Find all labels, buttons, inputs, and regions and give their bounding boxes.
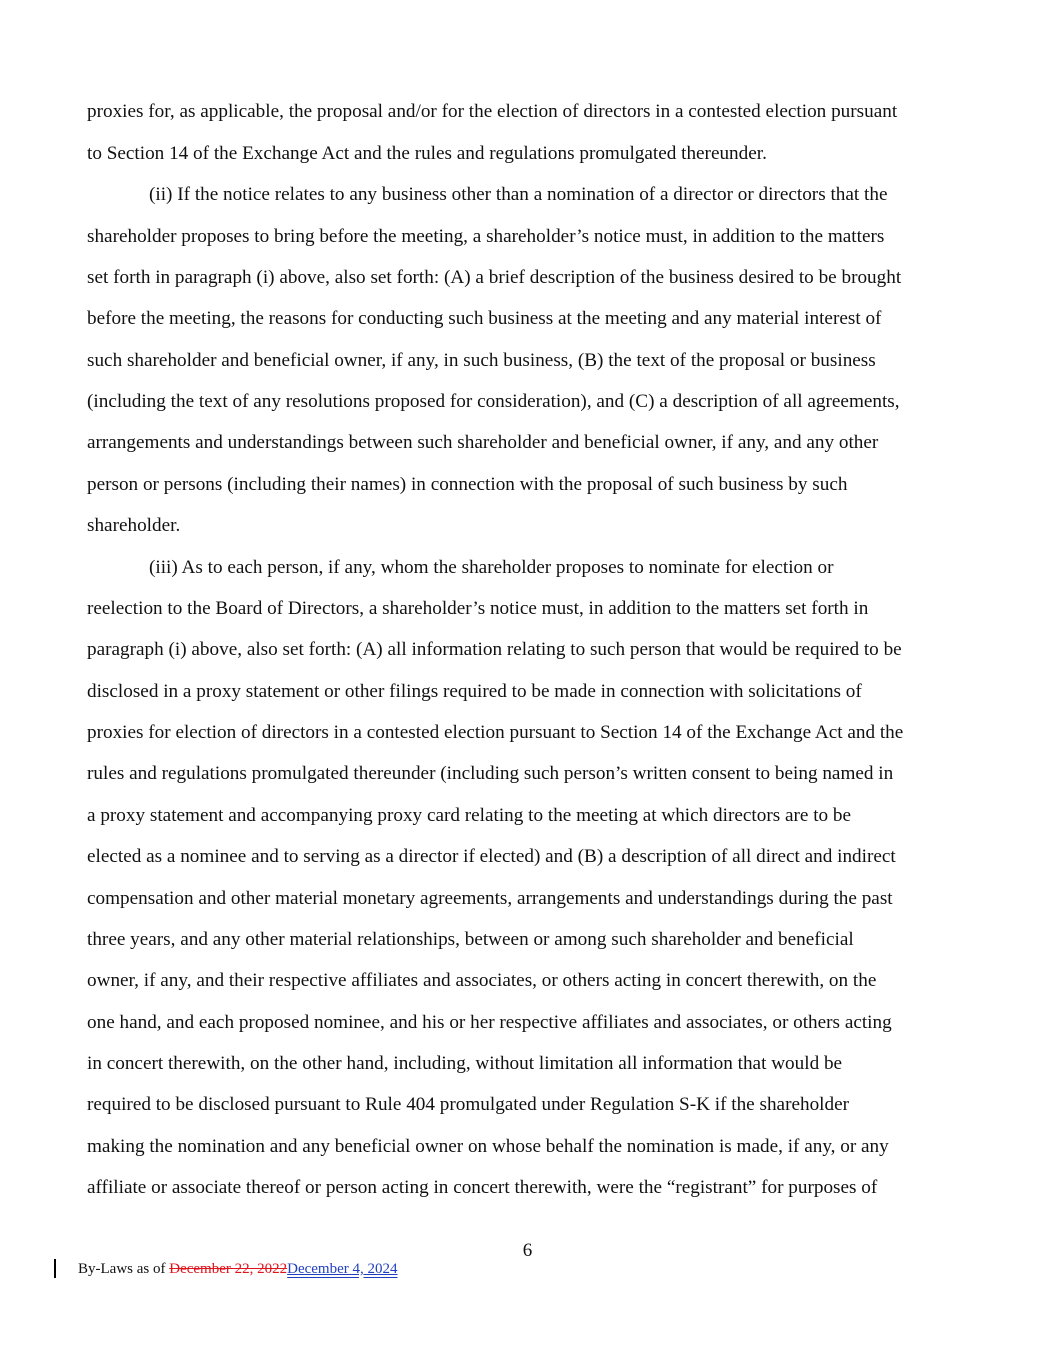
footer-prefix: By-Laws as of xyxy=(78,1261,170,1277)
body-line: making the nomination and any beneficial owner on whose behalf the nomination is made, if any, or any xyxy=(87,1136,889,1157)
body-line: one hand, and each proposed nominee, and his or her respective affiliates and associates, or others acting xyxy=(87,1012,892,1033)
body-line: proxies for election of directors in a contested election pursuant to Section 14 of the Exchange Act and the xyxy=(87,722,904,743)
body-line: shareholder. xyxy=(87,515,181,536)
revision-change-bar xyxy=(54,1259,56,1278)
footer xyxy=(78,1259,398,1279)
body-line: paragraph (i) above, also set forth: (A) all information relating to such person that would be required to be xyxy=(87,639,902,660)
body-line: disclosed in a proxy statement or other filings required to be made in connection with solicitations of xyxy=(87,681,862,702)
body-line: affiliate or associate thereof or person acting in concert therewith, were the “registrant” for purposes of xyxy=(87,1177,878,1198)
body-line: such shareholder and beneficial owner, if any, in such business, (B) the text of the proposal or business xyxy=(87,350,876,371)
body-line: elected as a nominee and to serving as a director if elected) and (B) a description of all direct and indirect xyxy=(87,846,896,867)
footer-deleted-date: December 22, 2022 xyxy=(169,1261,288,1277)
body-line: person or persons (including their names) in connection with the proposal of such business by such xyxy=(87,474,848,495)
body-line: proxies for, as applicable, the proposal and/or for the election of directors in a contested election pursuant xyxy=(87,101,898,122)
page-number: 6 xyxy=(522,1240,533,1261)
body-line: in concert therewith, on the other hand, including, without limitation all information that would be xyxy=(87,1053,843,1074)
body-line: required to be disclosed pursuant to Rule 404 promulgated under Regulation S-K if the shareholder xyxy=(87,1094,849,1115)
body-line: arrangements and understandings between such shareholder and beneficial owner, if any, and any other xyxy=(87,432,879,453)
body-line: a proxy statement and accompanying proxy card relating to the meeting at which directors are to be xyxy=(87,805,852,826)
body-line: (including the text of any resolutions proposed for consideration), and (C) a description of all agreements, xyxy=(87,391,900,412)
body-line: owner, if any, and their respective affiliates and associates, or others acting in concert therewith, on the xyxy=(87,970,877,991)
body-line: compensation and other material monetary agreements, arrangements and understandings during the past xyxy=(87,888,893,909)
body-line: rules and regulations promulgated thereunder (including such person’s written consent to being named in xyxy=(87,763,894,784)
paragraph-iii-start: (iii) As to each person, if any, whom the shareholder proposes to nominate for election or xyxy=(149,557,834,578)
body-line: before the meeting, the reasons for conducting such business at the meeting and any material interest of xyxy=(87,308,882,329)
footer-inserted-date: December 4, 2024 xyxy=(287,1261,398,1277)
body-line: reelection to the Board of Directors, a shareholder’s notice must, in addition to the matters set forth in xyxy=(87,598,869,619)
body-line: to Section 14 of the Exchange Act and the rules and regulations promulgated thereunder. xyxy=(87,143,767,164)
body-line: set forth in paragraph (i) above, also set forth: (A) a brief description of the business desired to be brought xyxy=(87,267,902,288)
paragraph-ii-start: (ii) If the notice relates to any business other than a nomination of a director or directors that the xyxy=(149,184,888,205)
body-line: shareholder proposes to bring before the meeting, a shareholder’s notice must, in addition to the matters xyxy=(87,226,885,247)
body-line: three years, and any other material relationships, between or among such shareholder and beneficial xyxy=(87,929,854,950)
